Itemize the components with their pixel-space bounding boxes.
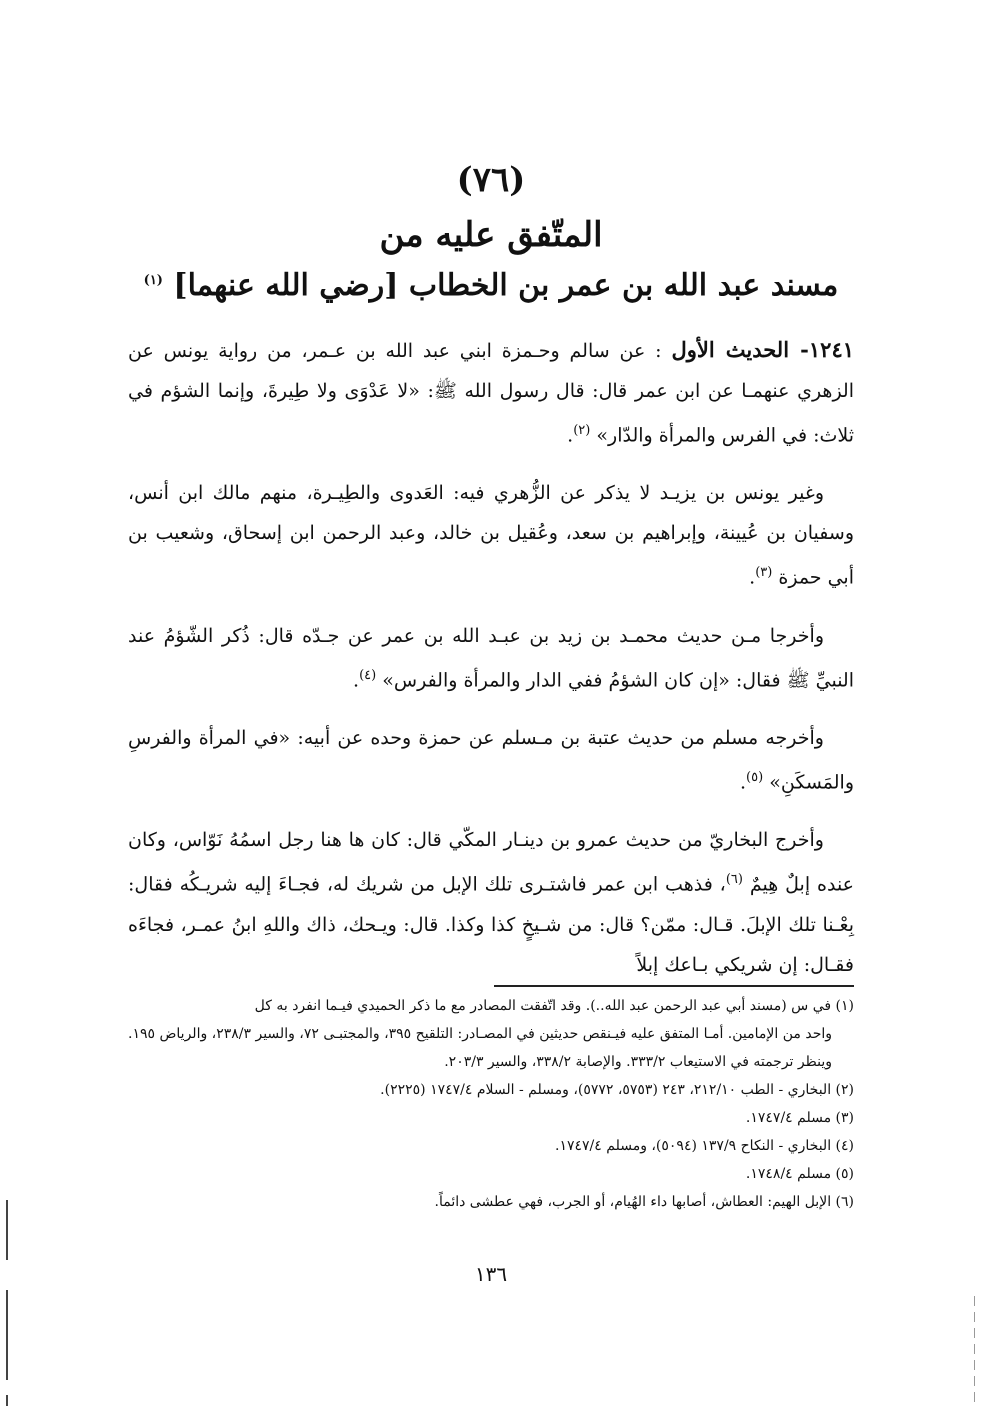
footnote-ref: (٤) (359, 667, 377, 683)
footnote: واحد من الإمامين. أمـا المتفق عليه فيـنقص حديثين في المصـادر: التلقيح ٣٩٥، والمجتبـى ٧٢، والسير ٢٣٨/٣، والرياض ١٩٥. وينظر ترجمته في الاستيعاب ٣٣٣/٢. والإصابة ٣٣٨/٢، والسير ٢٠٣/٣. (128, 1026, 833, 1070)
hadith-heading: ١٢٤١- الحديث الأول (671, 337, 855, 362)
main-text (128, 330, 854, 1003)
footnote-ref: (٦) (725, 872, 743, 888)
paragraph (128, 820, 854, 984)
scan-edge-mark (974, 1376, 975, 1386)
scan-binding-line (6, 1290, 8, 1380)
chapter-number: (٧٦) (456, 160, 526, 200)
paragraph: وغير يونس بن يزيـد لا يذكر عن الزُّهري فيه: العَدوى والطِيـرة، منهم مالك ابن أنس، وسفيان بن عُيينة، وإبراهيم بن سعد، وعُقيل بن خالد، وعبد الرحمن ابن إسحاق، وشعيب بن أبي حمزة $^{(٣)}$. (128, 482, 854, 589)
scan-binding-line (6, 1200, 8, 1260)
footnote: (١) في س (مسند أبي عبد الرحمن عبد الله..). وقد اتّفقت المصادر مع ما ذكر الحميدي فيـما انفرد به كل (254, 998, 854, 1014)
footnote-ref: (١) (143, 273, 163, 288)
footnote: (٢) البخاري - الطب ٢١٢/١٠، ٢٤٣ (٥٧٥٣، ٥٧٧٢)، ومسلم - السلام ١٧٤٧/٤ (٢٢٢٥). (380, 1082, 854, 1098)
scan-edge-mark (974, 1328, 975, 1338)
paragraph-text: : عن سالم وحـمزة ابني عبد الله بن عـمر، من رواية يونس عن الزهري عنهمـا عن ابن عمر قال: قال رسول الله ﷺ: «لا عَدْوَى ولا طِيرةَ، وإنما الشؤم في ثلاث: في الفرس والمرأة والدّار» (128, 340, 854, 447)
paragraph: ١٢٤١- الحديث الأول : عن سالم وحـمزة ابني عبد الله بن عـمر، من رواية يونس عن الزهري عنهمـا عن ابن عمر قال: قال رسول الله ﷺ: «لا عَدْوَى ولا طِيرةَ، وإنما الشؤم في ثلاث: في الفرس والمرأة والدّار» $^{(٢)}$. (128, 337, 855, 447)
paragraph-text: ، فذهب ابن عمر فاشتـرى تلك الإبل من شريك له، فجـاءَ إليه شريـكُه فقال: بِعْـنا تلك الإبلَ. قـال: ممّن؟ قال: من شـيخٍ كذا وكذا. قال: ويـحك، ذاك واللهِ ابنُ عمـر، فجاءَه فقـال: إن شريكي بـاعك إبلاً (128, 873, 854, 976)
paragraph-text: وغير يونس بن يزيـد لا يذكر عن الزُّهري فيه: العَدوى والطِيـرة، منهم مالك ابن أنس، وسفيان بن عُيينة، وإبراهيم بن سعد، وعُقيل بن خالد، وعبد الرحمن ابن إسحاق، وشعيب بن أبي حمزة (128, 482, 854, 589)
scan-edge-mark (974, 1296, 975, 1306)
scan-edge-mark (974, 1360, 975, 1370)
scan-binding-line (6, 1395, 8, 1406)
paragraph-text: وأخرجا مـن حديث محمـد بن زيد بن عبـد الله بن عمر عن جـدّه قال: ذُكر الشّؤمُ عند النبيِّ ﷺ فقال: «إن كان الشؤمُ ففي الدار والمرأة والفرس» (128, 624, 854, 691)
paragraph-text: وأخرج البخاريّ من حديث عمرو بن دينـار المكّي قال: كان ها هنا رجل اسمُهُ نَوّاس، وكان عنده إبلٌ هِيمٌ (128, 829, 855, 896)
footnote: (٦) الإبل الهيم: العطاش، أصابها داء الهُيام، أو الجرب، فهي عطشى دائماً. (434, 1194, 854, 1210)
paragraph: وأخرجه مسلم من حديث عتبة بن مـسلم عن حمزة وحده عن أبيه: «في المرأة والفرسِ والمَسكَنِ» $^{(٥)}$. (128, 726, 854, 794)
paragraph: وأخرجا مـن حديث محمـد بن زيد بن عبـد الله بن عمر عن جـدّه قال: ذُكر الشّؤمُ عند النبيِّ ﷺ فقال: «إن كان الشؤمُ ففي الدار والمرأة والفرس» $^{(٤)}$. (128, 624, 854, 691)
scan-edge-mark (974, 1344, 975, 1354)
footnote: (٣) مسلم ١٧٤٧/٤. (745, 1110, 854, 1126)
footnote-ref: (٢) (573, 423, 591, 438)
footnote: (٥) مسلم ١٧٤٨/٤. (745, 1166, 854, 1182)
footnote-divider (494, 985, 854, 987)
paragraph-text: وأخرجه مسلم من حديث عتبة بن مـسلم عن حمزة وحده عن أبيه: «في المرأة والفرسِ والمَسكَنِ» (128, 726, 854, 794)
footnotes (128, 992, 854, 1216)
chapter-title: المتّفق عليه من (379, 215, 603, 255)
footnote-ref: (٣) (755, 565, 773, 581)
page-number: ١٣٦ (474, 1262, 508, 1286)
scan-edge-mark (974, 1312, 975, 1322)
footnote: (٤) البخاري - النكاح ١٣٧/٩ (٥٠٩٤)، ومسلم ١٧٤٧/٤. (555, 1138, 854, 1154)
chapter-subtitle (120, 268, 862, 303)
chapter-subtitle-text: مسند عبد الله بن عمر بن الخطاب [رضي الله عنهما] (173, 268, 839, 303)
scan-edge-mark (974, 1392, 975, 1402)
footnote-ref: (٥) (746, 769, 764, 785)
